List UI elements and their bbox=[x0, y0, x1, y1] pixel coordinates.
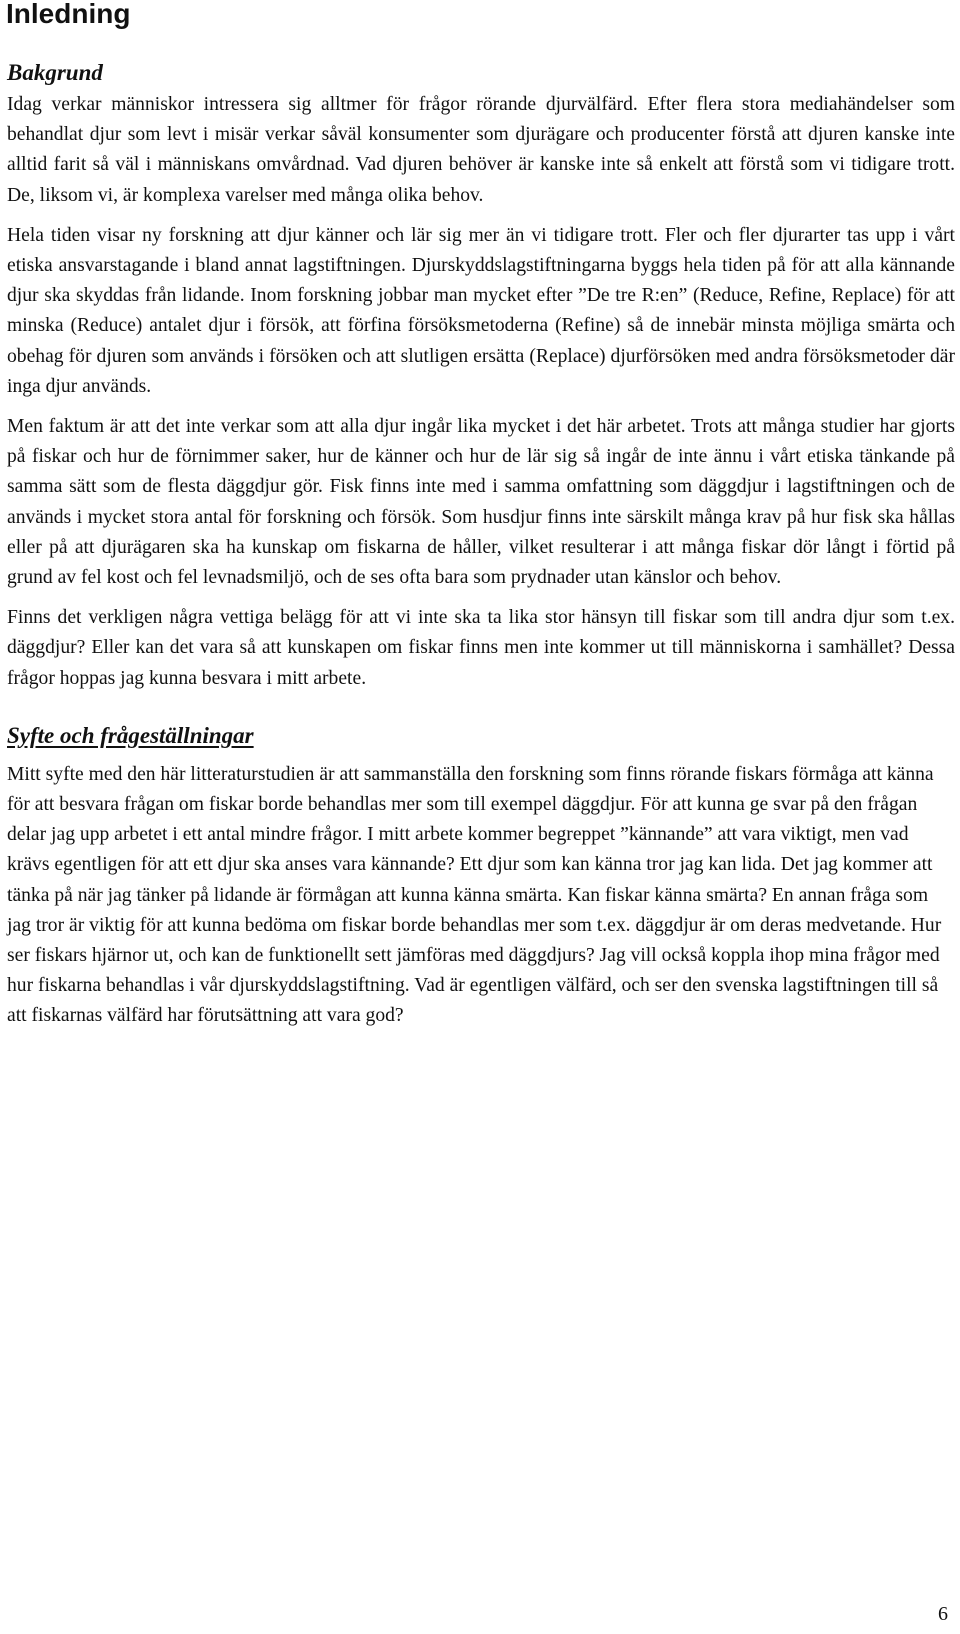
paragraph-bakgrund-1: Idag verkar människor intressera sig alltmer för frågor rörande djurvälfärd. Efter flera stora mediahändelser som behandlat djur som levt i misär verkar såväl konsumenter som djurägare och producenter förstå att djuren kanske inte alltid farit så väl i människans omvårdnad. Vad djuren behöver är kanske inte så enkelt att förstå som vi tidigare trott. De, liksom vi, är komplexa varelser med många olika behov. bbox=[7, 94, 955, 206]
section-heading-bakgrund: Bakgrund bbox=[7, 60, 103, 85]
section-heading-syfte bbox=[7, 716, 955, 756]
section-syfte bbox=[7, 716, 955, 1032]
paragraph-bakgrund-2: Hela tiden visar ny forskning att djur känner och lär sig mer än vi tidigare trott. Fler och fler djurarter tas upp i vårt etiska ansvarstagande i bland annat lagstiftningen. Djurskyddslagstiftningarna byggs hela tiden på för att alla kännande djur ska skyddas från lidande. Inom forskning jobbar man mycket efter ”De tre R:en” (Reduce, Refine, Replace) för att minska (Reduce) antalet djur i försök, att förfina försöksmetoderna (Refine) så de innebär minsta möjliga smärta och obehag för djuren som används i försöken och att slutligen ersätta (Replace) djurförsöken med andra försöksmetoder där inga djur används. bbox=[7, 224, 955, 397]
section-bakgrund bbox=[7, 58, 955, 694]
paragraph-syfte-1: Mitt syfte med den här litteraturstudien är att sammanställa den forskning som finns rörande fiskars förmåga att känna för att besvara frågan om fiskar borde behandlas mer som till exempel däggdjur. För att kunna ge svar på den frågan delar jag upp arbetet i ett antal mindre frågor. I mitt arbete kommer begreppet ”kännande” att vara viktigt, men vad krävs egentligen för att ett djur ska anses vara kännande? Ett djur som kan känna tror jag kan lida. Det jag kommer att tänka på när jag tänker på lidande är förmågan att kunna känna smärta. Kan fiskar känna smärta? En annan fråga som jag tror är viktig för att kunna bedöma om fiskar borde behandlas mer som t.ex. däggdjur är om deras medvetande. Hur ser fiskars hjärnor ut, och kan de funktionellt sett jämföras med däggdjurs? Jag vill också koppla ihop mina frågor med hur fiskarna behandlas i vår djurskyddslagstiftning. Vad är egentligen välfärd, och ser den svenska lagstiftningen till så att fiskarnas välfärd har förutsättning att vara god? bbox=[7, 763, 942, 1027]
paragraph-bakgrund-3: Men faktum är att det inte verkar som att alla djur ingår lika mycket i det här arbetet. Trots att många studier har gjorts på fiskar och hur de förnimmer saker, hur de känner och hur de lär sig så ingår de inte ännu i vårt etiska tänkande på samma sätt som de flesta däggdjur gör. Fisk finns inte med i samma omfattning som däggdjur i lagstiftningen och de används i mycket stora antal för forskning och försök. Som husdjur finns inte särskilt många krav på hur fisk ska hållas eller på att djurägaren ska ha kunskap om fiskarna de håller, vilket resulterar i att många fiskar dör långt i förtid på grund av fel kost och fel levnadsmiljö, och de ses ofta bara som prydnader utan känslor och behov. bbox=[7, 416, 955, 589]
page-title: Inledning bbox=[6, 0, 131, 29]
page-number: 6 bbox=[938, 1603, 948, 1625]
document-body bbox=[7, 58, 955, 1032]
paragraph-bakgrund-4: Finns det verkligen några vettiga belägg för att vi inte ska ta lika stor hänsyn till fiskar som till andra djur som t.ex. däggdjur? Eller kan det vara så att kunskapen om fiskar finns men inte kommer ut till människorna i samhället? Dessa frågor hoppas jag kunna besvara i mitt arbete. bbox=[7, 607, 955, 689]
section-heading-syfte-text: Syfte och frågeställningar bbox=[7, 722, 254, 748]
